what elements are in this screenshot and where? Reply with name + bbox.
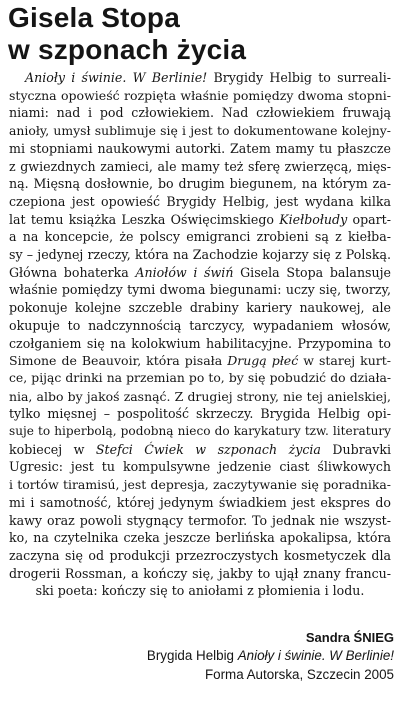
body-line: styczna opowieść rozpięta właśnie pomiędzy dwoma stopni- (9, 87, 391, 103)
body-line: Ugresic: jest tu kompulsywne jedzenie ciast śliwkowych (9, 459, 391, 475)
body-line: właśnie pomiędzy tymi dwoma biegunami: uczy się, tworzy, (9, 282, 391, 298)
source-book-line: Brygida Helbig Anioły i świnie. W Berlinie! (146, 648, 394, 663)
body-line: lat temu książka Leszka Oświęcimskiego Kiełbołudy opart- (9, 211, 391, 227)
body-line: ce, pijąc drinki na przemian po to, by się pobudzić do działa- (9, 370, 391, 385)
book-title: Stefci Ćwiek w szponach życia (95, 441, 321, 457)
body-line: czołganiem się na kolokwium habilitacyjne. Przypomina to (9, 335, 391, 351)
source-publisher: Forma Autorska, Szczecin 2005 (204, 667, 394, 682)
body-line: drogerii Rossman, a kończy się, jakby to ujął znany francu- (9, 565, 391, 581)
body-line: Simone de Beauvoir, która pisała Drugą płeć w starej kurt- (9, 353, 392, 369)
book-title: Anioły i świnie. W Berlinie! (25, 70, 208, 85)
headline-line-2: w szponach życia (8, 34, 247, 65)
body-line: z gwiezdnych zamieci, ale mamy też sferę zwierzęcą, mięs- (9, 158, 391, 174)
body-line: suje to hiperbolą, podobną nieco do karykatury tzw. literatury (9, 424, 391, 439)
body-line: czepiona jest opowieść Brygidy Helbig, jest wydana kilka (9, 193, 391, 209)
book-source-info (4, 646, 394, 684)
body-line: kobiecej w Stefci Ćwiek w szponach życia Dubravki (9, 441, 391, 457)
article-headline (8, 2, 392, 66)
body-line: okupuje to nadczynnością tarczycy, wypadaniem włosów, (9, 317, 391, 333)
body-line: mi stopniami naukowymi autorki. Zatem mamy tu płaszcze (9, 140, 391, 156)
body-line: mi i samotność, której jedynym świadkiem jest ekspres do (9, 494, 391, 510)
body-line: ski poeta: kończy się to aniołami z płomienia i lodu. (35, 583, 365, 599)
book-title: Drugą płeć (227, 353, 299, 369)
body-line: anioły, umysł sublimuje się i jest to dokumentowane kolejny- (9, 123, 391, 139)
body-line: ną. Mięsną dosłownie, bo drugim biegunem, na którym za- (9, 176, 391, 192)
body-line: sy – jedynej rzeczy, która na Zachodzie kojarzy się z Polską. (9, 247, 391, 263)
author-signature: Sandra ŚNIEG (305, 630, 394, 645)
body-line: i tortów tiramisú, jest depresja, zaczytywanie się poradnika- (9, 477, 391, 493)
body-line: niami: nad i pod człowiekiem. Nad człowiekiem fruwają (9, 105, 391, 121)
body-line: kawy oraz powoli stygnący termofor. To jednak nie wszyst- (9, 512, 391, 528)
body-line: a na koncepcie, że polscy emigranci zrobieni są z kiełba- (9, 229, 391, 245)
body-line: Główna bohaterka Aniołów i świń Gisela Stopa balansuje (9, 264, 391, 280)
book-title: Kiełbołudy (279, 211, 348, 227)
source-book-title: Anioły i świnie. W Berlinie! (237, 648, 394, 663)
body-line: tylko mięsnej – pospolitość skrzeczy. Brygida Helbig opi- (9, 406, 391, 422)
book-title: Aniołów i świń (135, 264, 234, 280)
body-line: pokonuje kolejne szczeble drabiny kariery naukowej, ale (9, 300, 391, 316)
article-body (9, 69, 391, 600)
body-line: ko, na czytelnika czeka jeszcze berlińska apokalipsa, która (9, 530, 391, 546)
body-line: nia, albo by jakoś zasnąć. Z drugiej strony, nie tej anielskiej, (9, 388, 391, 404)
headline-line-1: Gisela Stopa (8, 2, 181, 33)
body-line: zaczyna się od produkcji przezroczystych kosmetyczek dla (9, 547, 391, 563)
body-line: Anioły i świnie. W Berlinie! Brygidy Helbig to surreali- (25, 70, 391, 85)
